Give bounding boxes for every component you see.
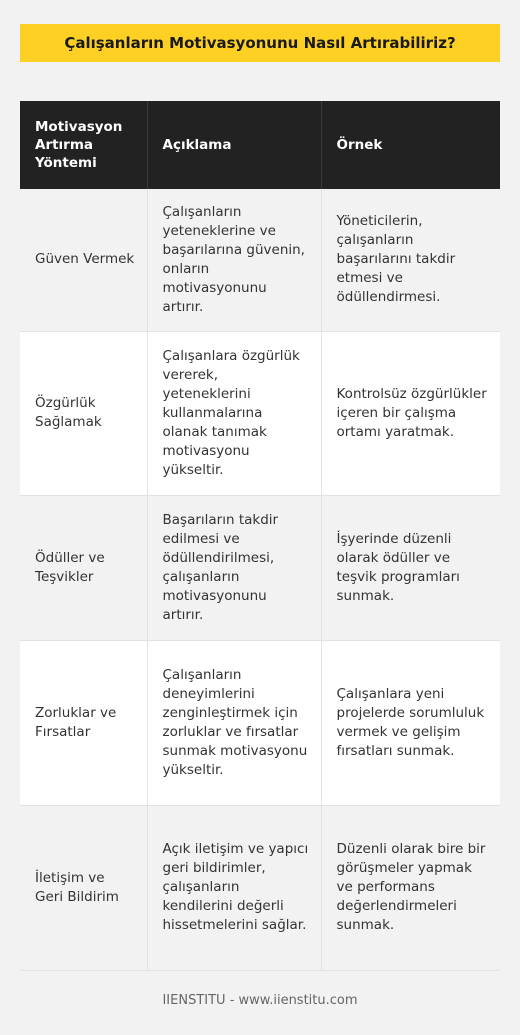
table-row <box>20 805 500 970</box>
table-row <box>20 189 500 331</box>
column-header-description: Açıklama <box>147 101 321 189</box>
cell-example: Kontrolsüz özgürlükler içeren bir çalışma ortamı yaratmak. <box>321 331 500 495</box>
motivation-table <box>20 101 500 971</box>
table-header-row <box>20 101 500 189</box>
cell-description: Çalışanlara özgürlük vererek, yeteneklerini kullanmalarına olanak tanımak motivasyonu yükseltir. <box>147 331 321 495</box>
cell-example: Düzenli olarak bire bir görüşmeler yapmak ve performans değerlendirmeleri sunmak. <box>321 805 500 970</box>
cell-description: Çalışanların yeteneklerine ve başarılarına güvenin, onların motivasyonunu artırır. <box>147 189 321 331</box>
column-header-method: Motivasyon Artırma Yöntemi <box>20 101 147 189</box>
table-row <box>20 640 500 805</box>
cell-method: Güven Vermek <box>20 189 147 331</box>
footer-credit: IIENSTITU - www.iienstitu.com <box>162 993 358 1008</box>
cell-description: Çalışanların deneyimlerini zenginleştirmek için zorluklar ve fırsatlar sunmak motivasyonu yükseltir. <box>147 640 321 805</box>
cell-description: Açık iletişim ve yapıcı geri bildirimler, çalışanların kendilerini değerli hissetmelerini sağlar. <box>147 805 321 970</box>
cell-example: Yöneticilerin, çalışanların başarılarını takdir etmesi ve ödüllendirmesi. <box>321 189 500 331</box>
page-title: Çalışanların Motivasyonunu Nasıl Artırabiliriz? <box>20 24 500 62</box>
cell-method: Zorluklar ve Fırsatlar <box>20 640 147 805</box>
column-header-example: Örnek <box>321 101 500 189</box>
table-row <box>20 495 500 640</box>
cell-example: İşyerinde düzenli olarak ödüller ve teşvik programları sunmak. <box>321 495 500 640</box>
table-row <box>20 331 500 495</box>
table-body <box>20 189 500 970</box>
cell-description: Başarıların takdir edilmesi ve ödüllendirilmesi, çalışanların motivasyonunu artırır. <box>147 495 321 640</box>
table-header <box>20 101 500 189</box>
cell-method: Özgürlük Sağlamak <box>20 331 147 495</box>
cell-example: Çalışanlara yeni projelerde sorumluluk vermek ve gelişim fırsatları sunmak. <box>321 640 500 805</box>
cell-method: İletişim ve Geri Bildirim <box>20 805 147 970</box>
cell-method: Ödüller ve Teşvikler <box>20 495 147 640</box>
